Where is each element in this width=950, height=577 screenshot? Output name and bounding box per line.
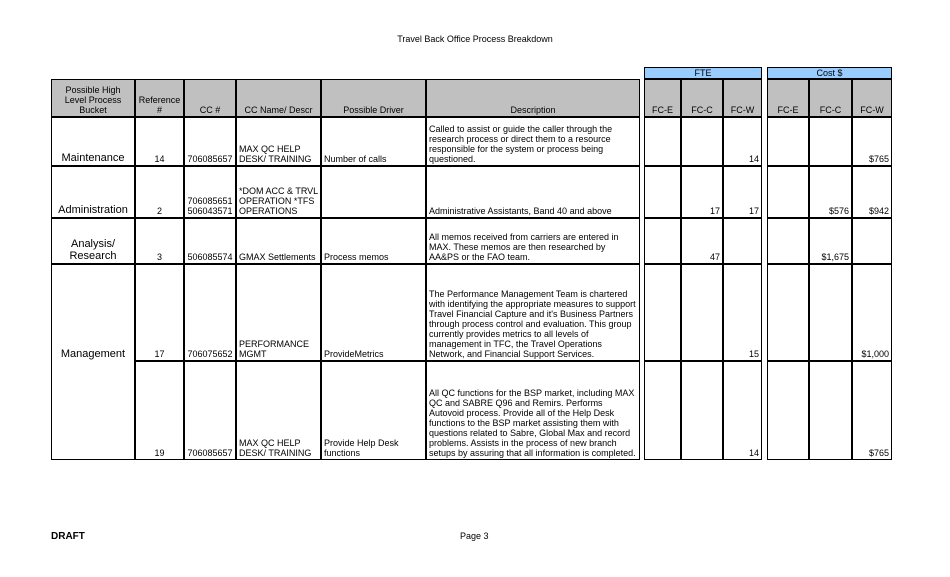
row-4-cost-e <box>767 264 809 361</box>
column-header-bucket <box>51 79 135 117</box>
row-2-bucket-text: Administration <box>58 204 128 216</box>
group-header-fte-label: FTE <box>694 68 712 78</box>
row-3-fte-e <box>644 218 681 264</box>
row-3-cost-c-text: $1,675 <box>821 252 849 262</box>
row-2-cc-text: 706085651 506043571 <box>187 196 233 216</box>
row-5-bucket <box>51 361 135 460</box>
row-1-desc <box>426 117 640 166</box>
row-4-desc <box>426 264 640 361</box>
column-header-fte-c <box>681 79 723 117</box>
row-2-fte-c-text: 17 <box>709 206 720 216</box>
row-3-cc-text: 506085574 <box>187 252 233 262</box>
row-5-ref-text: 19 <box>154 448 165 458</box>
row-5-driver-text: Provide Help Desk functions <box>324 438 399 458</box>
row-5-cost-c <box>809 361 852 460</box>
column-header-ccname <box>236 79 321 117</box>
column-header-cc <box>184 79 236 117</box>
column-header-ccname-text: CC Name/ Descr <box>244 105 313 115</box>
row-4-cc <box>184 264 236 361</box>
column-header-cost-w-text: FC-W <box>860 105 884 115</box>
draft-label: DRAFT <box>51 531 85 542</box>
row-3-ccname <box>236 218 321 264</box>
row-2-fte-w-text: 17 <box>748 206 759 216</box>
row-1-cost-c <box>809 117 852 166</box>
row-1-ref-text: 14 <box>154 154 165 164</box>
row-5-ccname-text: MAX QC HELP DESK/ TRAINING <box>239 438 312 458</box>
row-4-desc-text: The Performance Management Team is chartered with identifying the appropriate measures to support Travel Financial Capture and it's Business Partners through process control and evaluation. This group currently provides metrics to all levels of management in TFC, the Travel Operations Network, and Financial Support Services. <box>429 289 636 359</box>
row-3-fte-w <box>723 218 762 264</box>
row-3-cost-e <box>767 218 809 264</box>
row-3-fte-c <box>681 218 723 264</box>
row-1-fte-e <box>644 117 681 166</box>
row-3-ref-text: 3 <box>156 252 162 262</box>
column-header-cost-w <box>852 79 892 117</box>
row-1-fte-w-text: 14 <box>748 154 759 164</box>
row-4-bucket-text: Management <box>60 348 126 360</box>
row-2-cost-c-text: $576 <box>828 206 849 216</box>
row-4-fte-e <box>644 264 681 361</box>
column-header-cc-text: CC # <box>199 105 221 115</box>
group-header-cost <box>767 67 892 79</box>
row-4-driver <box>321 264 426 361</box>
row-2-cost-w-text: $942 <box>868 206 889 216</box>
row-1-driver-text: Number of calls <box>324 154 387 164</box>
column-header-cost-e-text: FC-E <box>777 105 799 115</box>
row-3-bucket <box>51 218 135 264</box>
row-5-desc <box>426 361 640 460</box>
row-1-desc-text: Called to assist or guide the caller through the research process or direct them to a resource responsible for the system or process being questioned. <box>429 124 613 164</box>
row-4-cost-w-text: $1,000 <box>861 349 889 359</box>
row-2-fte-w <box>723 166 762 218</box>
row-5-fte-w-text: 14 <box>748 448 759 458</box>
row-1-ccname <box>236 117 321 166</box>
group-header-fte <box>644 67 762 79</box>
row-4-cost-w <box>852 264 892 361</box>
row-3-driver-text: Process memos <box>324 252 389 262</box>
column-header-cost-c <box>809 79 852 117</box>
column-header-fte-w <box>723 79 762 117</box>
row-3-ref <box>135 218 184 264</box>
row-2-ccname-text: *DOM ACC & TRVL OPERATION *TFS OPERATIONS <box>239 186 318 216</box>
row-4-ref-text: 17 <box>154 349 165 359</box>
row-2-cost-w <box>852 166 892 218</box>
group-header-cost-label: Cost $ <box>816 68 843 78</box>
row-2-ccname <box>236 166 321 218</box>
column-header-fte-e <box>644 79 681 117</box>
column-header-ref <box>135 79 184 117</box>
row-5-fte-c <box>681 361 723 460</box>
row-2-ref <box>135 166 184 218</box>
row-5-cc <box>184 361 236 460</box>
column-header-cost-e <box>767 79 809 117</box>
row-1-ccname-text: MAX QC HELP DESK/ TRAINING <box>239 144 312 164</box>
row-1-cost-w-text: $765 <box>868 154 889 164</box>
row-4-driver-text: ProvideMetrics <box>324 349 384 359</box>
column-header-desc-text: Description <box>510 105 556 115</box>
row-5-cost-w-text: $765 <box>868 448 889 458</box>
row-1-cc-text: 706085657 <box>187 154 233 164</box>
row-4-fte-w-text: 15 <box>748 349 759 359</box>
row-4-fte-w <box>723 264 762 361</box>
row-2-desc-text: Administrative Assistants, Band 40 and above <box>429 206 612 216</box>
row-1-bucket <box>51 117 135 166</box>
row-5-ref <box>135 361 184 460</box>
row-4-ref <box>135 264 184 361</box>
row-1-cc <box>184 117 236 166</box>
row-5-fte-e <box>644 361 681 460</box>
row-4-cost-c <box>809 264 852 361</box>
column-header-driver <box>321 79 426 117</box>
row-2-cc <box>184 166 236 218</box>
row-4-ccname-text: PERFORMANCE MGMT <box>239 339 310 359</box>
row-5-fte-w <box>723 361 762 460</box>
row-2-bucket <box>51 166 135 218</box>
column-header-ref-text: Reference # <box>138 95 181 115</box>
page-title: Travel Back Office Process Breakdown <box>397 34 553 44</box>
row-5-cost-w <box>852 361 892 460</box>
row-4-cc-text: 706075652 <box>187 349 233 359</box>
row-5-cc-text: 706085657 <box>187 448 233 458</box>
row-3-ccname-text: GMAX Settlements <box>239 252 316 262</box>
row-2-desc <box>426 166 640 218</box>
row-5-ccname <box>236 361 321 460</box>
row-2-fte-e <box>644 166 681 218</box>
column-header-fte-c-text: FC-C <box>691 105 713 115</box>
row-1-ref <box>135 117 184 166</box>
column-header-bucket-text: Possible High Level Process Bucket <box>64 85 122 115</box>
column-header-desc <box>426 79 640 117</box>
row-3-fte-c-text: 47 <box>709 252 720 262</box>
column-header-fte-e-text: FC-E <box>652 105 673 115</box>
row-4-fte-c <box>681 264 723 361</box>
column-header-cost-c-text: FC-C <box>819 105 842 115</box>
row-3-desc <box>426 218 640 264</box>
row-3-cost-w <box>852 218 892 264</box>
row-5-desc-text: All QC functions for the BSP market, including MAX QC and SABRE Q96 and Remirs. Performs Autovoid process. Provide all of the Help Desk functions to the BSP market assisting them with questions related to Sabre, Global Max and record problems. Assists in the process of new branch setups by assuring that all information is completed. <box>429 388 636 458</box>
row-2-driver <box>321 166 426 218</box>
row-1-fte-c <box>681 117 723 166</box>
row-3-desc-text: All memos received from carriers are entered in MAX. These memos are then researched by AA&PS or the FAO team. <box>429 232 619 262</box>
row-1-fte-w <box>723 117 762 166</box>
row-1-driver <box>321 117 426 166</box>
row-2-ref-text: 2 <box>156 206 162 216</box>
row-1-cost-w <box>852 117 892 166</box>
row-5-cost-e <box>767 361 809 460</box>
page-number: Page 3 <box>460 531 489 541</box>
row-3-bucket-text: Analysis/ Research <box>69 238 117 262</box>
column-header-fte-w-text: FC-W <box>730 105 755 115</box>
row-3-driver <box>321 218 426 264</box>
row-1-bucket-text: Maintenance <box>61 152 125 164</box>
row-3-cc <box>184 218 236 264</box>
row-2-cost-e <box>767 166 809 218</box>
row-2-cost-c <box>809 166 852 218</box>
row-1-cost-e <box>767 117 809 166</box>
row-4-bucket <box>51 264 135 361</box>
row-5-driver <box>321 361 426 460</box>
row-4-ccname <box>236 264 321 361</box>
column-header-driver-text: Possible Driver <box>343 105 404 115</box>
row-3-cost-c <box>809 218 852 264</box>
row-2-fte-c <box>681 166 723 218</box>
